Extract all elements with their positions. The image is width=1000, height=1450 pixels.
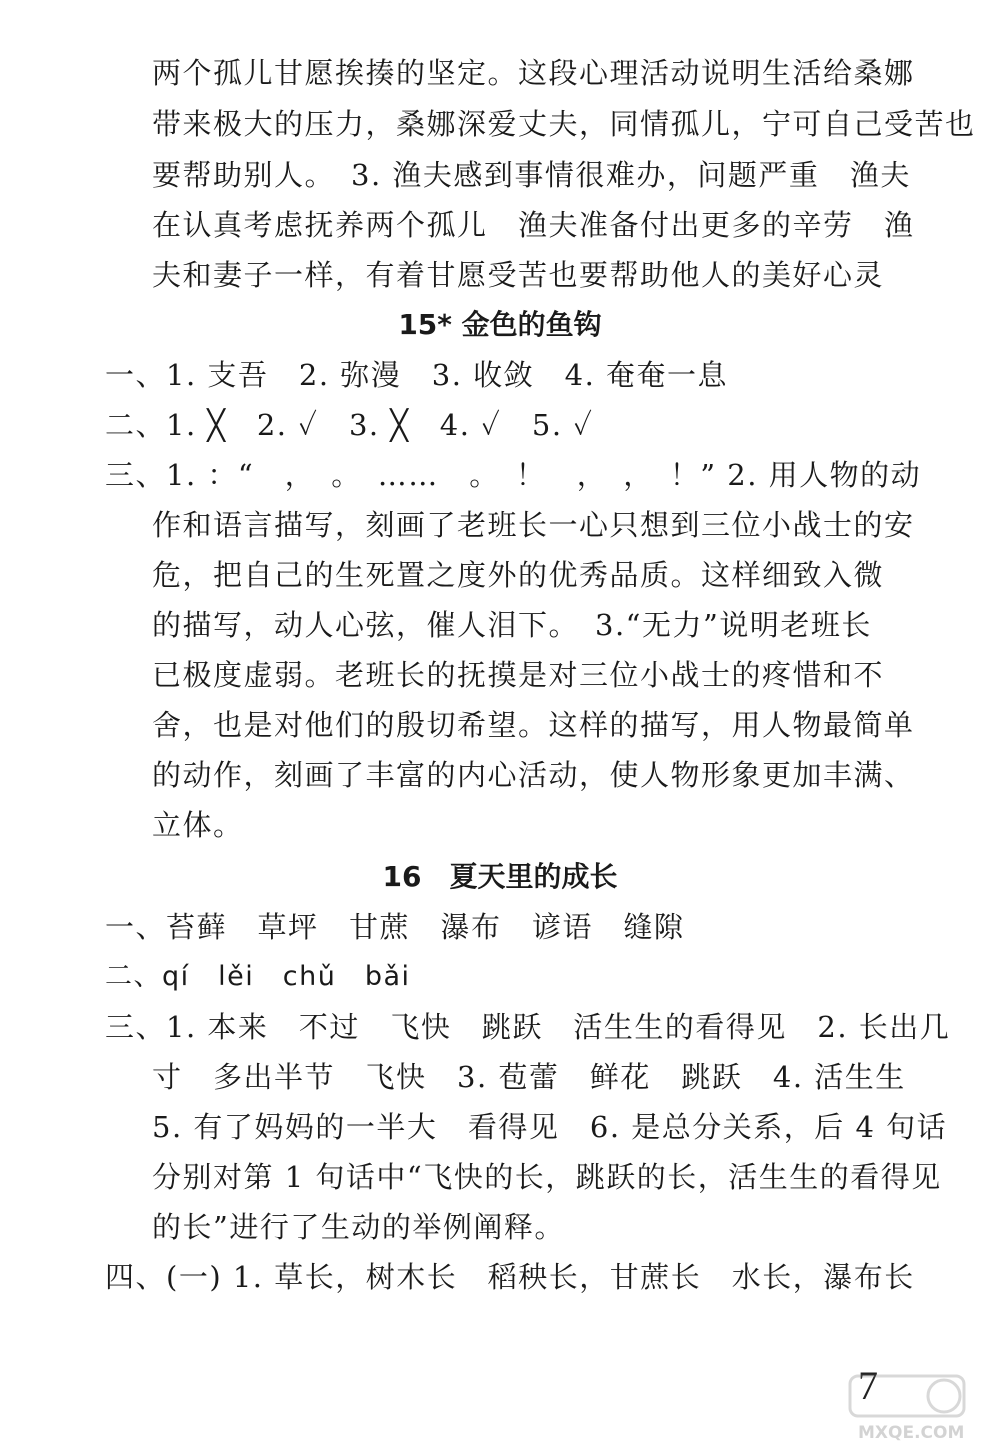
text-line: 的动作，刻画了丰富的内心活动，使人物形象更加丰满、 <box>152 758 915 792</box>
text-line: 带来极大的压力，桑娜深爱丈夫，同情孤儿，宁可自己受苦也 <box>152 107 976 141</box>
text-line: 要帮助别人。 3. 渔夫感到事情很难办，问题严重 渔夫 <box>152 158 911 192</box>
text-line: 一、苔藓 草坪 甘蔗 瀑布 谚语 缝隙 <box>105 910 685 944</box>
text-line: 分别对第 1 句话中“飞快的长，跳跃的长，活生生的看得见 <box>152 1160 942 1194</box>
text-line: 危，把自己的生死置之度外的优秀品质。这样细致入微 <box>152 558 885 592</box>
text-line: 一、1. 支吾 2. 弥漫 3. 收敛 4. 奄奄一息 <box>105 358 729 392</box>
pinyin-line: 二、qí lěi chǔ bǎi <box>105 961 411 992</box>
text-line: 二、1. ╳ 2. ✓ 3. ╳ 4. ✓ 5. ✓ <box>105 408 594 442</box>
text-line: 已极度虚弱。老班长的抚摸是对三位小战士的疼惜和不 <box>152 658 885 692</box>
watermark-text: MXQE.COM <box>858 1423 965 1443</box>
page-number: 7 <box>858 1363 878 1408</box>
text-line: 两个孤儿甘愿挨揍的坚定。这段心理活动说明生活给桑娜 <box>152 56 915 90</box>
text-line: 舍，也是对他们的殷切希望。这样的描写，用人物最简单 <box>152 708 915 742</box>
text-line: 立体。 <box>152 808 244 842</box>
text-line: 三、1. 本来 不过 飞快 跳跃 活生生的看得见 2. 长出几 <box>105 1010 951 1044</box>
text-line: 作和语言描写，刻画了老班长一心只想到三位小战士的安 <box>152 508 915 542</box>
section-title-15: 15* 金色的鱼钩 <box>398 308 602 341</box>
text-line: 5. 有了妈妈的一半大 看得见 6. 是总分关系，后 4 句话 <box>152 1110 948 1144</box>
text-line: 四、(一) 1. 草长，树木长 稻秧长，甘蔗长 水长，瀑布长 <box>105 1260 915 1294</box>
section-title-16: 16 夏天里的成长 <box>382 860 618 893</box>
text-line: 的描写，动人心弦，催人泪下。 3.“无力”说明老班长 <box>152 608 872 642</box>
text-line: 寸 多出半节 飞快 3. 苞蕾 鲜花 跳跃 4. 活生生 <box>152 1060 906 1094</box>
text-line: 三、1. ：“ ， 。 …… 。 ！ ， ， ！” 2. 用人物的动 <box>105 458 922 492</box>
text-line: 在认真考虑抚养两个孤儿 渔夫准备付出更多的辛劳 渔 <box>152 208 915 242</box>
text-line: 夫和妻子一样，有着甘愿受苦也要帮助他人的美好心灵 <box>152 258 885 292</box>
watermark-logo-icon <box>848 1372 966 1444</box>
text-line: 的长”进行了生动的举例阐释。 <box>152 1210 565 1244</box>
